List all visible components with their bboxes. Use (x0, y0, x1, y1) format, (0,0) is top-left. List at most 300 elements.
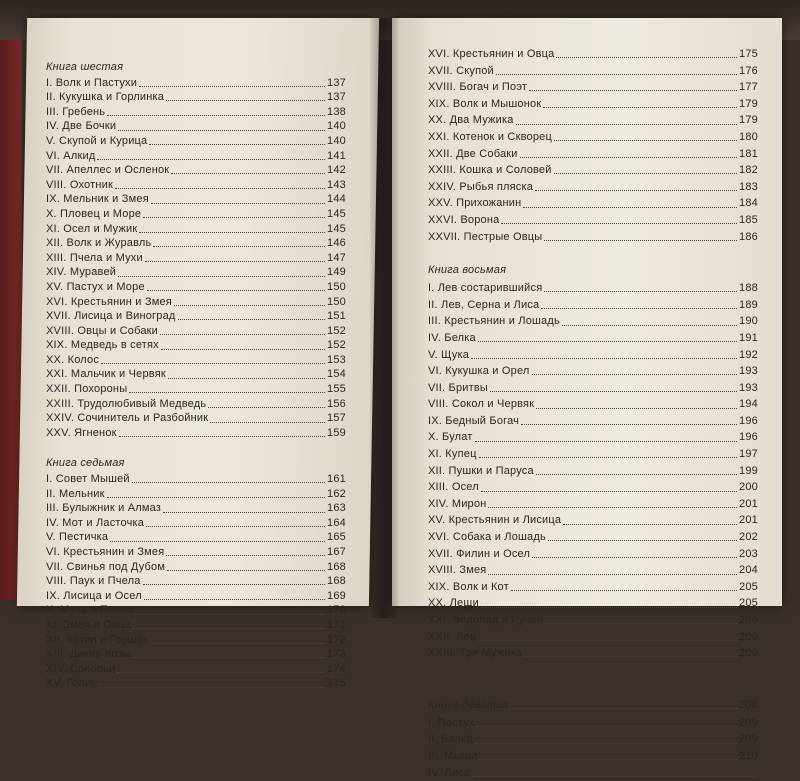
toc-entry (46, 367, 346, 382)
toc-entry-title: XXII. Две Собаки (428, 147, 518, 160)
toc-entry (46, 90, 346, 105)
toc-entry (428, 715, 758, 732)
toc-entry-page-number: 209 (739, 716, 758, 729)
toc-entry-page-number: 199 (739, 464, 758, 477)
toc-entry (46, 633, 346, 648)
toc-entry-page-number: 185 (739, 213, 758, 226)
toc-entry (46, 265, 346, 280)
dot-leader (563, 515, 737, 525)
toc-entry-title: XIV. Мирон (428, 497, 487, 510)
toc-entry (46, 105, 346, 120)
dot-leader (481, 598, 737, 608)
dot-leader (562, 316, 737, 326)
dot-leader (166, 546, 325, 556)
toc-entry-page-number: 141 (327, 149, 346, 162)
dot-leader (554, 131, 737, 141)
dot-leader (97, 150, 325, 160)
toc-entry (428, 396, 758, 413)
toc-entry (46, 207, 346, 222)
toc-entry-page-number: 200 (739, 481, 758, 494)
toc-entry-title: XXIV. Рыбья пляска (428, 180, 534, 193)
toc-entry-title: XII. Котел и Горшок (46, 633, 149, 646)
toc-entry-title: XXIII. Трудолюбивый Медведь (46, 397, 207, 410)
dot-leader (151, 194, 325, 204)
dot-leader (471, 349, 737, 359)
toc-entry (428, 195, 758, 212)
dot-leader (143, 575, 325, 585)
dot-leader (118, 267, 325, 277)
dot-leader (478, 332, 737, 342)
dot-leader (475, 432, 737, 442)
dot-leader (150, 634, 325, 644)
section-title (46, 456, 346, 471)
toc-entry (428, 579, 758, 596)
toc-entry-page-number: 177 (739, 81, 758, 94)
toc-entry (428, 512, 758, 529)
toc-entry-title: XXVI. Ворона (428, 213, 500, 226)
toc-entry (46, 676, 346, 691)
toc-entry-page-number: 184 (739, 197, 758, 210)
toc-entry-page-number: 140 (327, 120, 346, 133)
toc-entry-page-number: 144 (327, 193, 346, 206)
dot-leader (481, 482, 737, 492)
dot-leader (544, 231, 737, 241)
toc-entry-page-number: 169 (327, 589, 346, 602)
dot-leader (145, 252, 325, 262)
toc-entry (46, 236, 346, 251)
dot-leader (548, 531, 737, 541)
toc-entry (46, 603, 346, 618)
toc-entry (46, 149, 346, 164)
toc-entry-page-number: 182 (739, 164, 758, 177)
toc-entry-page-number: 170 (327, 604, 346, 617)
section-title-label: Книга седьмая (46, 457, 125, 470)
toc-entry (428, 645, 758, 662)
toc-entry (46, 251, 346, 266)
dot-leader (147, 281, 325, 291)
dot-leader (115, 179, 325, 189)
toc-entry-page-number: 174 (327, 662, 346, 675)
toc-entry-page-number: 196 (739, 414, 758, 427)
dot-leader (520, 148, 737, 158)
toc-entry (46, 516, 346, 531)
toc-entry-page-number: 168 (327, 560, 346, 573)
toc-entry-page-number: 201 (739, 514, 758, 527)
toc-entry-page-number: 142 (327, 164, 346, 177)
toc-entry (428, 629, 758, 646)
dot-leader (101, 354, 325, 364)
toc-entry (46, 163, 346, 178)
toc-entry-title: XI. Купец (428, 448, 477, 461)
toc-entry-title: XI. Змея и Овца (46, 618, 131, 631)
toc-entry (46, 426, 346, 441)
toc-entry (46, 574, 346, 589)
dot-leader (521, 415, 737, 425)
toc-entry (46, 119, 346, 134)
toc-entry (428, 112, 758, 129)
toc-entry-title: VI. Крестьянин и Змея (46, 546, 165, 558)
toc-entry (428, 595, 758, 612)
toc-entry-page-number: 156 (327, 397, 346, 410)
toc-entry (428, 330, 758, 347)
toc-entry-page-number: 172 (327, 633, 346, 646)
toc-entry (46, 295, 346, 310)
toc-entry (46, 411, 346, 426)
toc-entry-page-number: 193 (739, 381, 758, 394)
toc-entry (428, 546, 758, 563)
toc-entry-page-number: 180 (739, 130, 758, 143)
dot-leader (107, 488, 325, 498)
dot-leader (98, 678, 325, 688)
toc-entry (428, 446, 758, 463)
toc-entry-page-number: 150 (327, 295, 346, 308)
toc-entry (428, 731, 758, 748)
dot-leader (545, 614, 737, 624)
dot-leader (107, 106, 325, 116)
toc-entry-title: VIII. Охотник (46, 178, 113, 191)
section-title-label: Книга шестая (46, 61, 124, 73)
toc-entry (428, 529, 758, 546)
dot-leader (178, 310, 326, 320)
dot-leader (167, 561, 325, 571)
toc-entry (46, 662, 346, 677)
dot-leader (133, 648, 325, 658)
toc-entry-page-number: 201 (739, 497, 758, 510)
toc-entry-title: XXV. Прихожанин (428, 197, 522, 210)
dot-leader (139, 223, 325, 233)
toc-entry-page-number: 137 (327, 76, 346, 89)
dot-leader (146, 517, 325, 527)
toc-entry-title: I. Лев состарившийся (428, 282, 543, 295)
dot-leader (536, 399, 737, 409)
dot-leader (479, 750, 737, 760)
toc-entry-page-number: 190 (739, 315, 758, 328)
toc-entry-page-number: 205 (739, 597, 758, 610)
dot-leader (523, 198, 737, 208)
toc-entry-page-number: 189 (739, 298, 758, 311)
toc-entry-title: XXIII. Кошка и Соловей (428, 164, 552, 177)
toc-entry (428, 380, 758, 397)
section-spacer (428, 245, 758, 257)
toc-entry (46, 545, 346, 560)
toc-entry-title: VII. Бритвы (428, 381, 489, 394)
dot-leader (210, 413, 325, 423)
dot-leader (118, 121, 325, 131)
toc-entry-title: XIII. Осел (428, 481, 479, 494)
toc-entry-page-number: 145 (327, 222, 346, 235)
toc-entry-title: XV. Крестьянин и Лисица (428, 514, 562, 527)
toc-entry-page-number: 167 (327, 546, 346, 558)
toc-entry (46, 589, 346, 604)
toc-entry-page-number: 194 (739, 398, 758, 411)
toc-entry (46, 178, 346, 193)
toc-entry (428, 363, 758, 380)
toc-entry-page-number: 175 (739, 48, 758, 60)
toc-entry-title: XXI. Котенок и Скворец (428, 130, 552, 143)
section-title-label: Книга девятая (428, 698, 509, 711)
dot-leader (501, 214, 737, 224)
dot-leader (475, 734, 737, 744)
dot-leader (524, 647, 737, 657)
toc-entry-title: XXII. Похороны (46, 383, 128, 396)
toc-entry (428, 46, 758, 63)
toc-entry-title: VIII. Паук и Пчела (46, 575, 141, 588)
toc-entry (428, 129, 758, 146)
toc-entry-page-number: 164 (327, 516, 346, 529)
toc-entry-title: XVI. Крестьянин и Овца (428, 48, 555, 60)
toc-entry-page-number: 206 (739, 630, 758, 643)
toc-entry-title: XXI. Мальчик и Червяк (46, 368, 166, 381)
toc-entry-page-number: 192 (739, 348, 758, 361)
toc-entry (46, 382, 346, 397)
dot-leader (496, 65, 737, 75)
toc-entry-title: III. Мыши (428, 749, 478, 762)
dot-leader (536, 465, 737, 475)
dot-leader (133, 619, 325, 629)
toc-entry-page-number: 176 (739, 64, 758, 77)
dot-leader (488, 565, 737, 575)
toc-entry-title: XVII. Лисица и Виноград (46, 310, 176, 323)
toc-entry-page-number: 191 (739, 331, 758, 344)
dot-leader (168, 369, 325, 379)
toc-entry-title: V. Пестичка (46, 531, 109, 544)
toc-entry-title: VII. Свинья под Дубом (46, 560, 166, 573)
toc-entry-page-number: 171 (327, 618, 346, 631)
toc-entry (428, 748, 758, 765)
toc-entry-page-number: 202 (739, 531, 758, 544)
section-title (428, 261, 758, 279)
toc-entry-title: VI. Кукушка и Орел (428, 365, 530, 378)
toc-entry-title: V. Щука (428, 348, 470, 361)
dot-leader (472, 767, 756, 777)
toc-entry-page-number: 205 (739, 580, 758, 593)
toc-entry-title: XVIII. Богач и Поэт (428, 81, 528, 94)
toc-entry-page-number: 149 (327, 266, 346, 279)
toc-entry-title: II. Кукушка и Горлинка (46, 91, 165, 104)
dot-leader (110, 532, 325, 542)
toc-entry-page-number: 157 (327, 412, 346, 425)
toc-entry-title: XIX. Медведь в сетях (46, 339, 159, 352)
toc-entry-title: IV. Две Бочки (46, 120, 117, 133)
toc-entry-title: XXIV. Сочинитель и Разбойник (46, 412, 209, 425)
toc-entry-title: IX. Мельник и Змея (46, 193, 149, 206)
dot-leader (529, 81, 737, 91)
right-page-contents (428, 46, 758, 781)
toc-entry-title: XXIII. Три Мужика (428, 647, 523, 660)
toc-entry-title: XIII. Дикие Козы (46, 648, 131, 661)
toc-entry-title: III. Булыжник и Алмаз (46, 502, 162, 515)
toc-entry-title: IV. Мот и Ласточка (46, 516, 145, 529)
toc-entry-title: XXI. Водопад и Ручей (428, 614, 544, 626)
toc-entry-title: XXII. Лев (428, 630, 476, 643)
dot-leader (510, 699, 737, 709)
toc-entry (428, 297, 758, 314)
toc-entry-page-number: 152 (327, 324, 346, 337)
toc-entry (46, 353, 346, 368)
dot-leader (166, 91, 325, 101)
toc-entry-page-number: 183 (739, 180, 758, 193)
toc-entry (428, 63, 758, 80)
toc-entry-title: III. Гребень (46, 105, 106, 118)
dot-leader (490, 382, 737, 392)
toc-entry-page-number: 193 (739, 365, 758, 378)
toc-entry (46, 618, 346, 633)
toc-entry-page-number: 138 (327, 105, 346, 118)
dot-leader (119, 427, 325, 437)
dot-leader (171, 164, 325, 174)
dot-leader (478, 631, 737, 641)
toc-entry-page-number: 165 (327, 531, 346, 544)
toc-entry-title: V. Скупой и Курица (46, 134, 148, 147)
toc-entry-page-number: 206 (739, 647, 758, 660)
dot-leader (488, 498, 737, 508)
toc-entry-title: XVI. Крестьянин и Змея (46, 295, 172, 308)
toc-entry-page-number: 196 (739, 431, 758, 444)
toc-entry-title: I. Совет Мышей (46, 473, 130, 486)
dot-leader (516, 115, 738, 125)
dot-leader (117, 663, 325, 673)
toc-entry (428, 146, 758, 163)
toc-entry-page-number: 151 (327, 310, 346, 323)
toc-entry-page-number: 179 (739, 97, 758, 110)
toc-entry-page-number: 204 (739, 564, 758, 577)
toc-entry-title: II. Мельник (46, 487, 105, 500)
toc-entry-title: XII. Волк и Журавль (46, 237, 152, 250)
toc-entry-page-number: 206 (739, 614, 758, 626)
toc-entry-page-number: 175 (327, 677, 346, 690)
toc-entry (428, 562, 758, 579)
dot-leader (132, 473, 325, 483)
toc-entry (428, 229, 758, 246)
dot-leader (479, 448, 737, 458)
section-spacer (428, 662, 758, 692)
toc-entry-title: I. Пастух (428, 716, 475, 729)
toc-entry (428, 280, 758, 297)
toc-entry (428, 429, 758, 446)
toc-entry-page-number: 147 (327, 251, 346, 264)
toc-entry-page-number: 173 (327, 648, 346, 661)
dot-leader (541, 299, 737, 309)
toc-entry-title: XX. Колос (46, 353, 100, 366)
dot-leader (163, 503, 325, 513)
toc-entry-title: XIX. Волк и Мышонок (428, 97, 542, 110)
toc-entry-title: XIV. Соловьи (46, 662, 116, 675)
toc-entry-title: XV. Пастух и Море (46, 280, 145, 293)
toc-entry-title: XVI. Собака и Лошадь (428, 531, 546, 544)
toc-entry (428, 347, 758, 364)
dot-leader (149, 135, 325, 145)
toc-entry (428, 479, 758, 496)
toc-entry-page-number: 153 (327, 353, 346, 366)
toc-entry-title: XIX. Волк и Кот (428, 580, 509, 593)
toc-entry (46, 560, 346, 575)
toc-entry (428, 765, 758, 781)
toc-entry-title: XV. Голик (46, 677, 97, 690)
toc-entry (428, 162, 758, 179)
toc-entry-page-number: 203 (739, 547, 758, 560)
toc-entry (46, 222, 346, 237)
toc-entry (428, 313, 758, 330)
toc-entry-page-number: 161 (327, 473, 346, 486)
toc-entry (46, 397, 346, 412)
toc-entry (46, 501, 346, 516)
dot-leader (544, 282, 737, 292)
toc-entry-page-number: 143 (327, 178, 346, 191)
toc-entry (46, 530, 346, 545)
section-title (428, 696, 758, 714)
dot-leader (556, 48, 737, 58)
dot-leader (144, 590, 325, 600)
toc-entry-page-number: 150 (327, 280, 346, 293)
toc-entry-title: XXV. Ягненок (46, 426, 117, 439)
toc-entry-page-number: 140 (327, 134, 346, 147)
toc-entry (428, 96, 758, 113)
dot-leader (160, 325, 325, 335)
toc-entry-page-number: 155 (327, 383, 346, 396)
dot-leader (161, 340, 325, 350)
toc-entry-title: I. Волк и Пастухи (46, 76, 138, 89)
toc-entry-title: II. Лев, Серна и Лиса (428, 298, 540, 311)
toc-entry (46, 324, 346, 339)
dot-leader (532, 365, 737, 375)
toc-entry (46, 338, 346, 353)
toc-entry-title: IX. Бедный Богач (428, 414, 520, 427)
toc-entry-page-number: 197 (739, 448, 758, 461)
toc-entry-title: XVIII. Овцы и Собаки (46, 324, 159, 337)
dot-leader (153, 237, 325, 247)
toc-entry (46, 472, 346, 487)
book-gutter (370, 18, 398, 618)
toc-entry-page-number: 188 (739, 282, 758, 295)
toc-entry (428, 496, 758, 513)
toc-entry (428, 79, 758, 96)
toc-entry-page-number: 168 (327, 575, 346, 588)
toc-entry-title: XX. Лещи (428, 597, 479, 610)
toc-entry-page-number: 145 (327, 207, 346, 220)
toc-entry-page-number: 152 (327, 339, 346, 352)
toc-entry-page-number: 154 (327, 368, 346, 381)
toc-entry-title: XIV. Муравей (46, 266, 117, 279)
toc-entry-title: XVIII. Змея (428, 564, 487, 577)
toc-entry (46, 280, 346, 295)
toc-entry-title: III. Крестьянин и Лошадь (428, 315, 560, 328)
toc-entry-page-number: 181 (739, 147, 758, 160)
section-title-label: Книга восьмая (428, 264, 507, 277)
toc-entry-page-number: 146 (327, 237, 346, 250)
toc-entry (428, 179, 758, 196)
toc-entry (46, 76, 346, 91)
toc-entry-title: VIII. Сокол и Червяк (428, 398, 535, 411)
section-title (46, 60, 346, 75)
dot-leader (554, 164, 737, 174)
toc-entry-title: X. Пловец и Море (46, 207, 142, 220)
dot-leader (511, 581, 737, 591)
toc-entry (46, 487, 346, 502)
toc-entry-title: II. Белка (428, 733, 473, 746)
toc-entry-title: XVII. Филин и Осел (428, 547, 531, 560)
toc-entry-page-number: 209 (739, 733, 758, 746)
toc-entry-title: IV. Лиса (428, 766, 471, 779)
toc-entry-title: XX. Два Мужика (428, 114, 514, 127)
toc-entry-title: XXVII. Пестрые Овцы (428, 230, 543, 243)
dot-leader (535, 181, 737, 191)
section-page-number: 208 (739, 698, 758, 711)
toc-entry-title: X. Булат (428, 431, 473, 444)
toc-entry (428, 212, 758, 229)
dot-leader (208, 398, 325, 408)
toc-entry (46, 647, 346, 662)
dot-leader (139, 77, 325, 87)
